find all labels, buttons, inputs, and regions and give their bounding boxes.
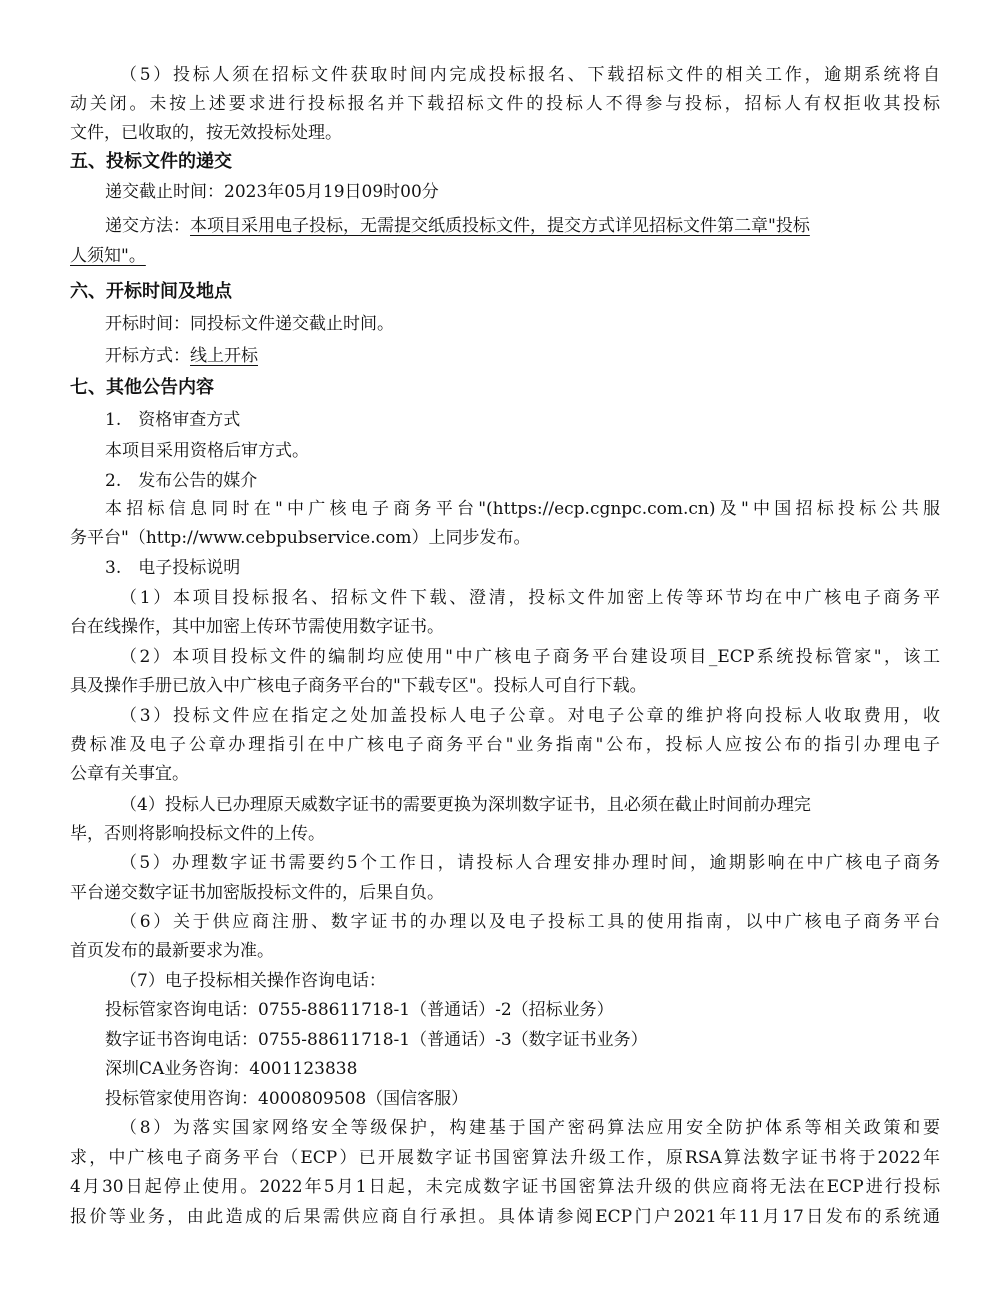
text-line: 2. 发布公告的媒介 <box>105 471 258 491</box>
text-line: 深圳CA业务咨询：4001123838 <box>105 1059 358 1079</box>
text-line: 投标管家使用咨询：4000809508（国信客服） <box>105 1089 469 1109</box>
text-line: （7）电子投标相关操作咨询电话： <box>120 971 386 991</box>
text-line: 报价等业务，由此造成的后果需供应商自行承担。具体请参阅ECP门户2021年11月17日发布的系统通 <box>70 1207 940 1227</box>
text-line: （2）本项目投标文件的编制均应使用"中广核电子商务平台建设项目_ECP系统投标管家"，该工 <box>120 647 940 667</box>
text-line: 求，中广核电子商务平台（ECP）已开展数字证书国密算法升级工作，原RSA算法数字证书将于2022年 <box>70 1148 940 1168</box>
text-line: （5）办理数字证书需要约5个工作日，请投标人合理安排办理时间，逾期影响在中广核电子商务 <box>120 853 940 873</box>
text-line: 毕，否则将影响投标文件的上传。 <box>70 824 325 844</box>
underlined-text: 人须知"。 <box>70 246 146 266</box>
label: 递交方法： <box>105 216 190 236</box>
text-line: 数字证书咨询电话：0755-88611718-1（普通话）-3（数字证书业务） <box>105 1030 648 1050</box>
text-line: 3. 电子投标说明 <box>105 558 241 578</box>
text-line: 动关闭。未按上述要求进行投标报名并下载招标文件的投标人不得参与投标，招标人有权拒收其投标 <box>70 94 940 114</box>
text-line <box>105 211 940 241</box>
section-heading: 七、其他公告内容 <box>70 377 214 398</box>
text-line: （1）本项目投标报名、招标文件下载、澄清，投标文件加密上传等环节均在中广核电子商务平 <box>120 588 940 608</box>
text-line: （5）投标人须在招标文件获取时间内完成投标报名、下载招标文件的相关工作，逾期系统将自 <box>120 65 940 85</box>
underlined-text: 本项目采用电子投标，无需提交纸质投标文件，提交方式详见招标文件第二章"投标 <box>190 216 810 236</box>
text-line: 文件，已收取的，按无效投标处理。 <box>70 123 342 143</box>
text-line: 公章有关事宜。 <box>70 764 189 784</box>
section-heading: 五、投标文件的递交 <box>70 151 232 172</box>
text-line: （4）投标人已办理原天威数字证书的需要更换为深圳数字证书，且必须在截止时间前办理完 <box>120 795 811 815</box>
text-line: 开标时间：同投标文件递交截止时间。 <box>105 314 394 334</box>
text-line: 本招标信息同时在"中广核电子商务平台"(https://ecp.cgnpc.com.cn)及"中国招标投标公共服 <box>105 499 940 519</box>
text-line: 1. 资格审查方式 <box>105 410 241 430</box>
text-line: 费标准及电子公章办理指引在中广核电子商务平台"业务指南"公布，投标人应按公布的指引办理电子 <box>70 735 940 755</box>
text-line: 首页发布的最新要求为准。 <box>70 941 274 961</box>
text-line: 本项目采用资格后审方式。 <box>105 441 309 461</box>
label: 开标方式： <box>105 346 190 366</box>
text-line <box>105 341 940 371</box>
text-line: 务平台"（http://www.cebpubservice.com）上同步发布。 <box>70 528 531 548</box>
text-line: 平台递交数字证书加密版投标文件的，后果自负。 <box>70 883 444 903</box>
underlined-text: 线上开标 <box>190 346 258 366</box>
text-line: （3）投标文件应在指定之处加盖投标人电子公章。对电子公章的维护将向投标人收取费用，收 <box>120 706 940 726</box>
text-line: 4月30日起停止使用。2022年5月1日起，未完成数字证书国密算法升级的供应商将无法在ECP进行投标 <box>70 1177 940 1197</box>
text-line: 投标管家咨询电话：0755-88611718-1（普通话）-2（招标业务） <box>105 1000 614 1020</box>
text-line: 具及操作手册已放入中广核电子商务平台的"下载专区"。投标人可自行下载。 <box>70 676 647 696</box>
text-line: 台在线操作，其中加密上传环节需使用数字证书。 <box>70 617 444 637</box>
text-line: 递交截止时间：2023年05月19日09时00分 <box>105 182 439 202</box>
text-line: （8）为落实国家网络安全等级保护，构建基于国产密码算法应用安全防护体系等相关政策和要 <box>120 1118 940 1138</box>
section-heading: 六、开标时间及地点 <box>70 281 232 302</box>
text-line: （6）关于供应商注册、数字证书的办理以及电子投标工具的使用指南，以中广核电子商务平台 <box>120 912 940 932</box>
